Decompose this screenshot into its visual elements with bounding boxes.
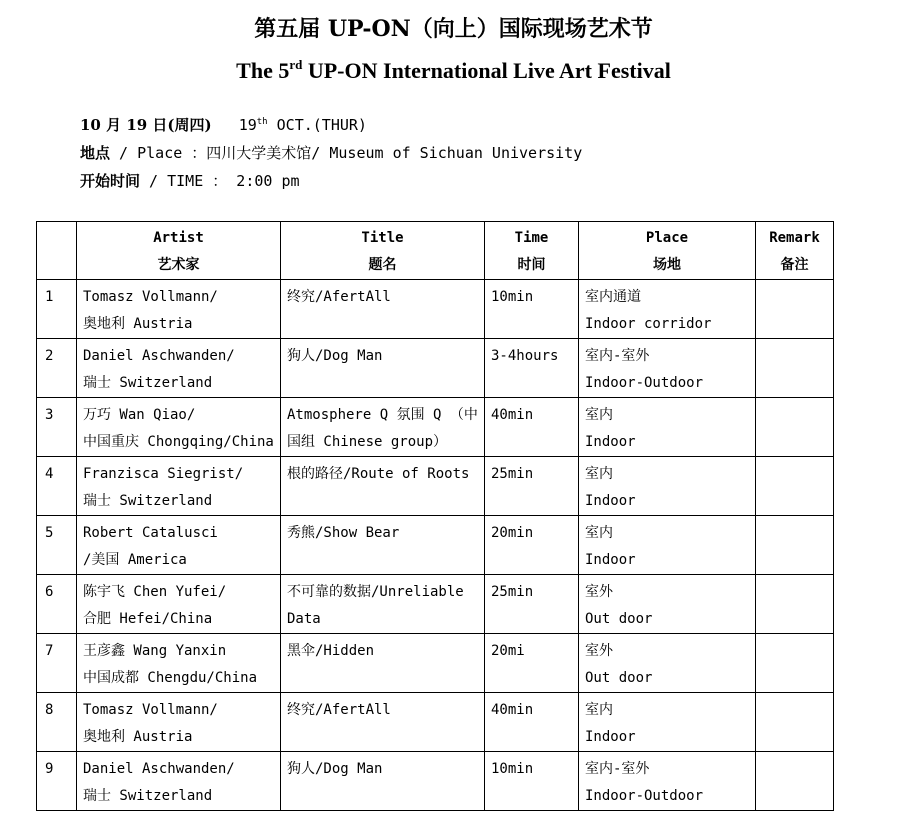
row-place [579, 457, 756, 516]
row-number: 1 [37, 280, 77, 339]
row-title [281, 752, 485, 811]
table-row [37, 693, 834, 752]
row-place [579, 752, 756, 811]
place-line [80, 142, 582, 170]
header-artist [77, 222, 281, 280]
place-zh: 室内通道 [585, 289, 641, 305]
date-en-rest: OCT.(THUR) [267, 116, 367, 134]
artist-name: Daniel Aschwanden/ [83, 348, 235, 364]
header-artist-zh: 艺术家 [157, 257, 200, 273]
time-value: 2:00 pm [227, 172, 300, 190]
artist-name: 陈宇飞 Chen Yufei/ [83, 584, 227, 600]
place-en: Indoor [585, 493, 636, 509]
artist-name: Tomasz Vollmann/ [83, 702, 218, 718]
place-en: Out door [585, 611, 653, 627]
place-label-rest: / Place ： [110, 144, 207, 162]
row-remark [756, 693, 834, 752]
row-time: 20min [485, 516, 579, 575]
row-artist [77, 280, 281, 339]
artist-origin: 中国成都 Chengdu/China [83, 670, 258, 686]
row-place [579, 339, 756, 398]
row-artist [77, 634, 281, 693]
work-title: 黑伞/Hidden [287, 643, 375, 659]
artist-origin: 奥地利 Austria [83, 729, 193, 745]
place-zh: 室外 [585, 643, 613, 659]
row-time: 20mi [485, 634, 579, 693]
place-zh: 室内 [585, 525, 613, 541]
title-en-prefix: The 5 [236, 58, 290, 83]
work-title: 不可靠的数据/Unreliable Data [287, 584, 464, 627]
header-remark [756, 222, 834, 280]
row-place [579, 280, 756, 339]
header-place-en: Place [645, 230, 689, 246]
date-en-ordinal: th [256, 117, 268, 127]
work-title: 终究/AfertAll [287, 702, 391, 718]
artist-name: Robert Catalusci [83, 525, 218, 541]
table-row [37, 339, 834, 398]
title-en-suffix: UP-ON International Live Art Festival [302, 58, 671, 83]
row-number: 9 [37, 752, 77, 811]
place-zh: 室内 [585, 407, 613, 423]
row-time: 40min [485, 693, 579, 752]
artist-name: 万巧 Wan Qiao/ [83, 407, 196, 423]
artist-origin: 合肥 Hefei/China [83, 611, 213, 627]
row-artist [77, 398, 281, 457]
time-label-rest: / TIME ： [140, 172, 228, 190]
row-number: 8 [37, 693, 77, 752]
row-artist [77, 575, 281, 634]
row-place [579, 634, 756, 693]
artist-name: 王彦鑫 Wang Yanxin [83, 643, 227, 659]
row-title [281, 516, 485, 575]
row-title [281, 693, 485, 752]
row-remark [756, 339, 834, 398]
row-title [281, 398, 485, 457]
header-remark-en: Remark [769, 230, 820, 246]
work-title: 根的路径/Route of Roots [287, 466, 470, 482]
row-place [579, 693, 756, 752]
work-title: 狗人/Dog Man [287, 761, 383, 777]
row-time: 10min [485, 752, 579, 811]
row-artist [77, 516, 281, 575]
work-title: 狗人/Dog Man [287, 348, 383, 364]
row-title [281, 339, 485, 398]
row-number: 4 [37, 457, 77, 516]
row-artist [77, 752, 281, 811]
artist-origin: /美国 America [83, 552, 187, 568]
row-artist [77, 457, 281, 516]
header-number [37, 222, 77, 280]
row-artist [77, 339, 281, 398]
table-row [37, 280, 834, 339]
row-remark [756, 398, 834, 457]
place-zh: 室外 [585, 584, 613, 600]
table-row [37, 575, 834, 634]
artist-origin: 瑞士 Switzerland [83, 788, 213, 804]
header-time-zh: 时间 [517, 257, 546, 273]
row-place [579, 516, 756, 575]
place-zh: 室内 [585, 466, 613, 482]
artist-name: Franzisca Siegrist/ [83, 466, 244, 482]
row-time: 25min [485, 575, 579, 634]
table-row [37, 752, 834, 811]
header-place [579, 222, 756, 280]
place-en: Indoor [585, 434, 636, 450]
time-label-zh: 开始时间 [80, 172, 141, 190]
title-english [0, 56, 907, 86]
row-artist [77, 693, 281, 752]
row-title [281, 457, 485, 516]
table-row [37, 398, 834, 457]
date-en-num: 19 [211, 116, 257, 134]
table-row [37, 634, 834, 693]
row-remark [756, 280, 834, 339]
artist-name: Tomasz Vollmann/ [83, 289, 218, 305]
event-info [80, 114, 582, 198]
header-title [281, 222, 485, 280]
header-artist-en: Artist [153, 230, 204, 246]
row-time: 10min [485, 280, 579, 339]
artist-origin: 瑞士 Switzerland [83, 493, 213, 509]
artist-origin: 瑞士 Switzerland [83, 375, 213, 391]
table-header-row [37, 222, 834, 280]
place-en: Indoor-Outdoor [585, 788, 704, 804]
header-time [485, 222, 579, 280]
time-line [80, 170, 582, 198]
row-title [281, 575, 485, 634]
date-line [80, 114, 582, 142]
row-number: 7 [37, 634, 77, 693]
title-en-ordinal: rd [289, 57, 303, 72]
place-zh: 室内-室外 [585, 348, 650, 364]
place-en: Indoor corridor [585, 316, 712, 332]
row-time: 40min [485, 398, 579, 457]
place-en: Out door [585, 670, 653, 686]
title-chinese: 第五届 UP-ON（向上）国际现场艺术节 [254, 16, 653, 42]
row-title [281, 280, 485, 339]
row-number: 2 [37, 339, 77, 398]
work-title: Atmosphere Q 氛围 Q （中国组 Chinese group） [287, 407, 478, 450]
artist-name: Daniel Aschwanden/ [83, 761, 235, 777]
table-row [37, 457, 834, 516]
row-time: 25min [485, 457, 579, 516]
row-place [579, 575, 756, 634]
row-number: 5 [37, 516, 77, 575]
header-title-en: Title [361, 230, 404, 246]
header-remark-zh: 备注 [780, 257, 809, 273]
date-chinese: 10 月 19 日(周四) [80, 116, 212, 134]
place-en: Indoor [585, 552, 636, 568]
work-title: 终究/AfertAll [287, 289, 391, 305]
row-remark [756, 516, 834, 575]
row-number: 6 [37, 575, 77, 634]
artist-origin: 奥地利 Austria [83, 316, 193, 332]
row-time: 3-4hours [485, 339, 579, 398]
place-label-zh: 地点 [80, 144, 111, 162]
header-place-zh: 场地 [653, 257, 681, 273]
row-remark [756, 752, 834, 811]
table-row [37, 516, 834, 575]
header-title-zh: 题名 [368, 257, 397, 273]
place-en: Indoor [585, 729, 636, 745]
row-number: 3 [37, 398, 77, 457]
place-value: 四川大学美术馆/ Museum of Sichuan University [206, 144, 583, 162]
row-remark [756, 457, 834, 516]
row-remark [756, 634, 834, 693]
place-zh: 室内-室外 [585, 761, 650, 777]
work-title: 秀熊/Show Bear [287, 525, 400, 541]
header-time-en: Time [514, 230, 549, 246]
place-zh: 室内 [585, 702, 613, 718]
row-title [281, 634, 485, 693]
place-en: Indoor-Outdoor [585, 375, 704, 391]
row-remark [756, 575, 834, 634]
artist-origin: 中国重庆 Chongqing/China [83, 434, 274, 450]
schedule-table [36, 221, 834, 811]
row-place [579, 398, 756, 457]
